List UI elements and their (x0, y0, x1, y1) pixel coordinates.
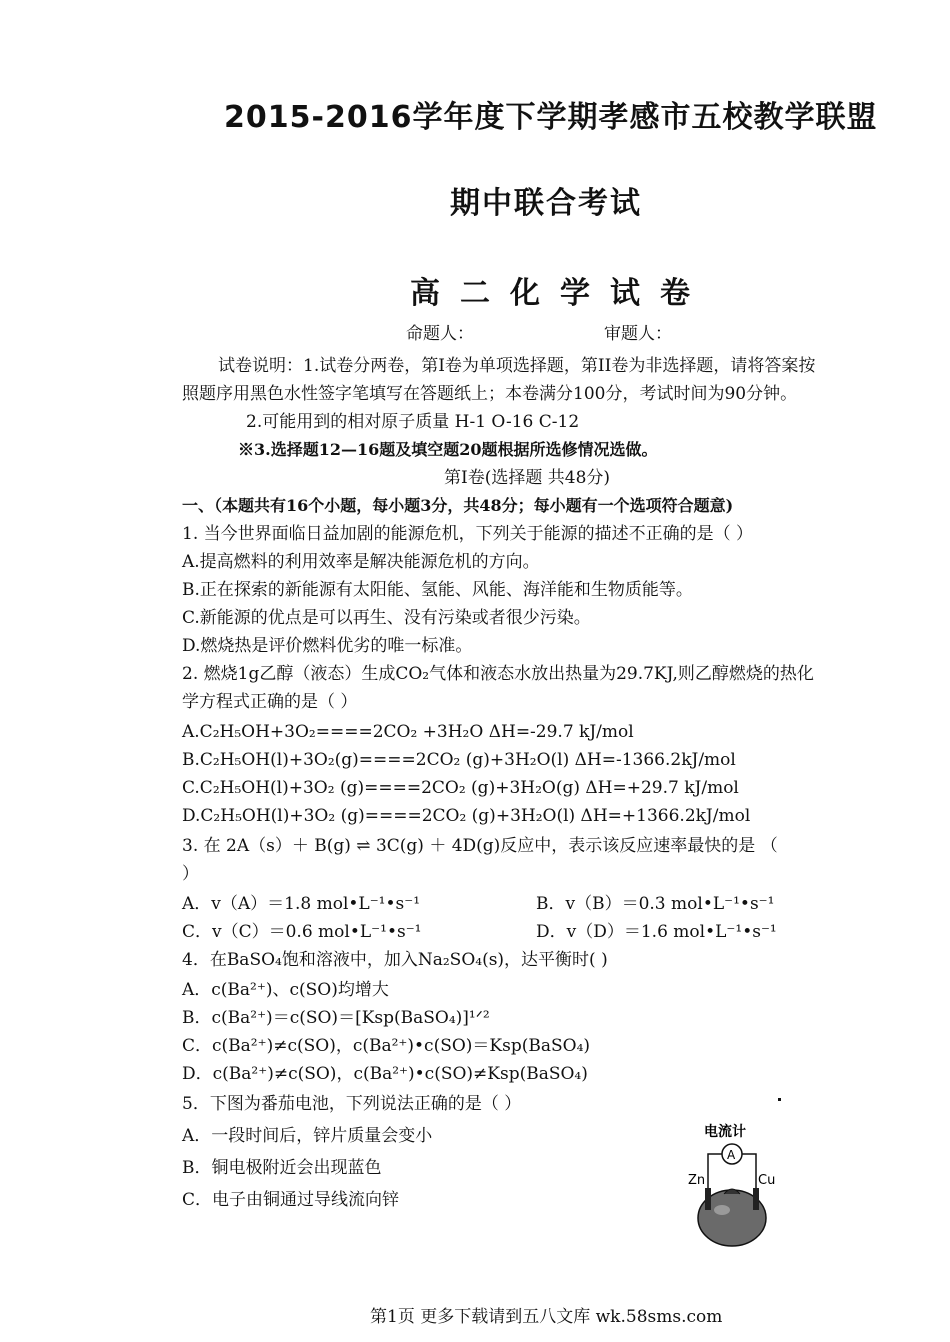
copper-electrode (753, 1188, 759, 1210)
q5-option-c: C．电子由铜通过导线流向锌 (182, 1190, 400, 1210)
section-heading: 第Ⅰ卷(选择题 共48分) (444, 468, 611, 488)
q2-stem-line1: 2. 燃烧1g乙醇（液态）生成CO₂气体和液态水放出热量为29.7KJ,则乙醇燃烧的热化 (182, 664, 814, 684)
q4-option-c: C．c(Ba²⁺)≠c(SO)，c(Ba²⁺)•c(SO)＝Ksp(BaSO₄) (182, 1036, 591, 1056)
q3-option-b: B．v（B）＝0.3 mol•L⁻¹•s⁻¹ (536, 894, 775, 914)
title-line3: 高二化学试卷 (410, 276, 710, 311)
q3-option-c: C．v（C）＝0.6 mol•L⁻¹•s⁻¹ (182, 922, 422, 942)
meter-label: 电流计 (704, 1124, 746, 1140)
q3-option-d: D．v（D）＝1.6 mol•L⁻¹•s⁻¹ (536, 922, 777, 942)
q1-option-a: A.提高燃料的利用效率是解决能源危机的方向。 (182, 552, 540, 572)
ammeter-symbol: A (727, 1148, 736, 1162)
q3-option-a: A．v（A）＝1.8 mol•L⁻¹•s⁻¹ (182, 894, 421, 914)
q3-stem-line2: ） (182, 864, 199, 884)
tomato-battery-illustration (684, 1118, 784, 1248)
tomato-highlight (714, 1205, 730, 1215)
q5-option-b: B．铜电极附近会出现蓝色 (182, 1158, 382, 1178)
instructions-line3: 2.可能用到的相对原子质量 H-1 O-16 C-12 (246, 412, 580, 432)
tomato-battery-figure (684, 1118, 784, 1248)
q5-stem: 5．下图为番茄电池，下列说法正确的是（ ） (182, 1094, 522, 1114)
q4-option-a: A．c(Ba²⁺)、c(SO)均增大 (182, 980, 389, 1000)
title-line2: 期中联合考试 (450, 186, 642, 221)
part-heading: 一、（本题共有16个小题，每小题3分，共48分；每小题有一个选项符合题意) (182, 496, 734, 515)
q4-option-d: D．c(Ba²⁺)≠c(SO)，c(Ba²⁺)•c(SO)≠Ksp(BaSO₄) (182, 1064, 588, 1084)
zinc-label: Zn (688, 1173, 706, 1188)
q1-option-d: D.燃烧热是评价燃料优劣的唯一标准。 (182, 636, 473, 656)
q1-stem: 1. 当今世界面临日益加剧的能源危机，下列关于能源的描述不正确的是（ ） (182, 524, 754, 544)
stray-dot (778, 1098, 781, 1101)
q4-option-b: B．c(Ba²⁺)＝c(SO)＝[Ksp(BaSO₄)]¹ᐟ² (182, 1008, 490, 1028)
copper-label: Cu (758, 1173, 776, 1188)
title-line1: 2015-2016学年度下学期孝感市五校教学联盟 (224, 100, 878, 135)
q1-option-c: C.新能源的优点是可以再生、没有污染或者很少污染。 (182, 608, 591, 628)
q3-stem-line1: 3. 在 2A（s）＋ B(g) ⇌ 3C(g) ＋ 4D(g)反应中，表示该反应速率最快的是 （ (182, 836, 778, 856)
q2-stem-line2: 学方程式正确的是（ ） (182, 692, 358, 712)
instructions-line4: ※3.选择题12—16题及填空题20题根据所选修情况选做。 (238, 440, 658, 459)
q2-option-c: C.C₂H₅OH(l)+3O₂ (g)====2CO₂ (g)+3H₂O(g) ΔH=+29.7 kJ/mol (182, 778, 739, 798)
q2-option-a: A.C₂H₅OH+3O₂====2CO₂ +3H₂O ΔH=-29.7 kJ/mol (182, 722, 634, 742)
q5-option-a: A．一段时间后，锌片质量会变小 (182, 1126, 433, 1146)
q2-option-d: D.C₂H₅OH(l)+3O₂ (g)====2CO₂ (g)+3H₂O(l) ΔH=+1366.2kJ/mol (182, 806, 751, 826)
page-footer: 第1页 更多下载请到五八文库 wk.58sms.com (370, 1307, 723, 1327)
q1-option-b: B.正在探索的新能源有太阳能、氢能、风能、海洋能和生物质能等。 (182, 580, 693, 600)
zinc-electrode (705, 1188, 711, 1210)
q2-option-b: B.C₂H₅OH(l)+3O₂(g)====2CO₂ (g)+3H₂O(l) ΔH=-1366.2kJ/mol (182, 750, 736, 770)
reviewer-label: 审题人： (604, 324, 672, 344)
instructions-line2: 照题序用黑色水性签字笔填写在答题纸上；本卷满分100分，考试时间为90分钟。 (182, 384, 798, 404)
setter-label: 命题人： (406, 324, 474, 344)
q4-stem: 4．在BaSO₄饱和溶液中，加入Na₂SO₄(s)，达平衡时( ) (182, 950, 608, 970)
instructions-line1: 试卷说明：1.试卷分两卷，第Ⅰ卷为单项选择题，第II卷为非选择题，请将答案按 (218, 356, 816, 376)
